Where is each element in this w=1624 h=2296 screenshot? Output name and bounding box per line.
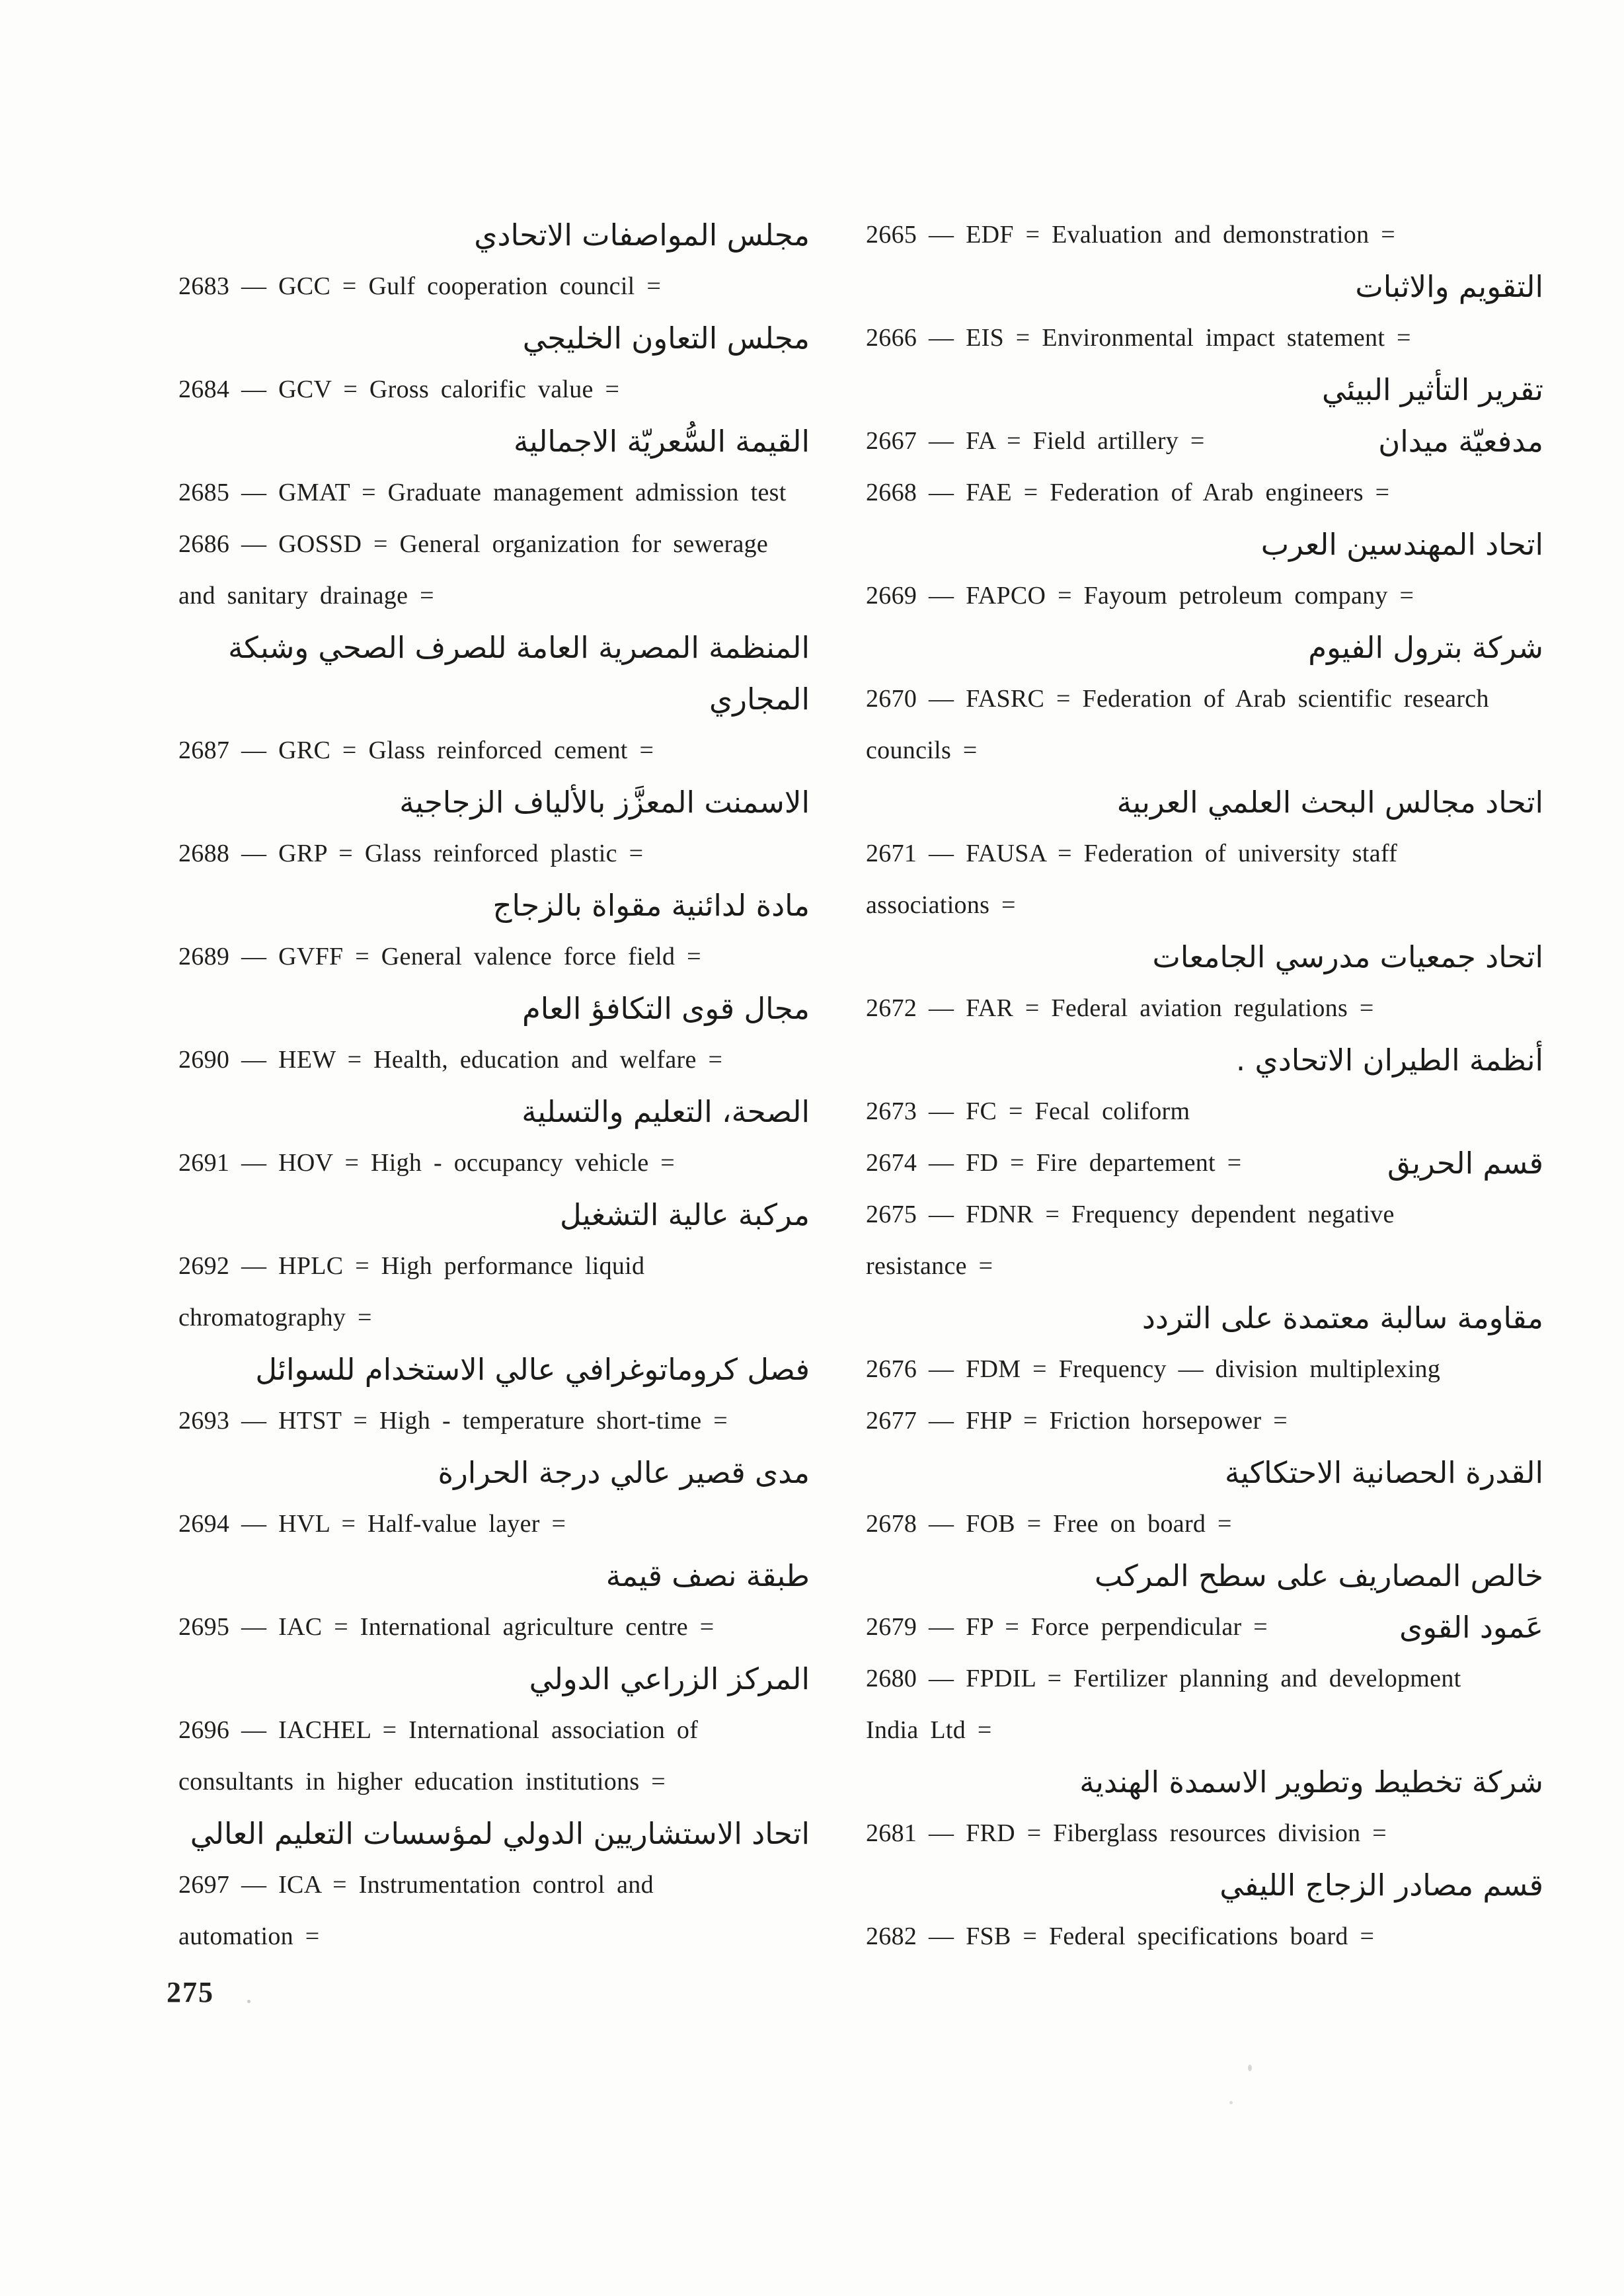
- entry-line: [866, 673, 1543, 725]
- entry-line: [178, 1292, 810, 1343]
- entry-line: [178, 1240, 810, 1292]
- entry-arabic: مجلس التعاون الخليجي: [522, 320, 810, 356]
- entry-arabic: اتحاد المهندسين العرب: [1260, 526, 1543, 562]
- entry-line: [866, 1446, 1543, 1498]
- entry-arabic: قسم مصادر الزجاج الليفي: [1219, 1867, 1543, 1903]
- entry-english: 2688 — GRP = Glass reinforced plastic =: [178, 840, 644, 867]
- entry-line: [866, 570, 1543, 621]
- entry-english: 2694 — HVL = Half-value layer =: [178, 1510, 566, 1538]
- entry-line: [866, 879, 1543, 931]
- entry-line: [178, 467, 810, 518]
- entry-line: [178, 1446, 810, 1498]
- entry-arabic: تقرير التأثير البيئي: [1322, 372, 1543, 407]
- entry-english: 2695 — IAC = International agriculture centre =: [178, 1613, 715, 1641]
- entry-line: [178, 1653, 810, 1704]
- entry-arabic: مجلس المواصفات الاتحادي: [474, 217, 810, 253]
- entry-line: [866, 1550, 1543, 1601]
- entry-english: 2676 — FDM = Frequency — division multiplexing: [866, 1355, 1441, 1383]
- entry-arabic: طبقة نصف قيمة: [605, 1558, 810, 1593]
- entry-english: 2666 — EIS = Environmental impact statement =: [866, 324, 1411, 352]
- entry-line: [866, 1911, 1543, 1962]
- entry-line: [178, 1137, 810, 1189]
- entry-english: 2685 — GMAT = Graduate management admission test: [178, 479, 787, 506]
- entry-english: 2669 — FAPCO = Fayoum petroleum company =: [866, 582, 1414, 610]
- entry-english: 2682 — FSB = Federal specifications board =: [866, 1922, 1375, 1950]
- entry-line: [178, 1601, 810, 1653]
- entry-arabic: مدى قصير عالي درجة الحرارة: [438, 1454, 810, 1490]
- entry-line: [866, 776, 1543, 828]
- entry-arabic: مادة لدائنية مقواة بالزجاج: [492, 887, 810, 923]
- entry-line: [178, 725, 810, 776]
- entry-arabic: مقاومة سالبة معتمدة على التردد: [1141, 1300, 1543, 1335]
- entry-english: 2677 — FHP = Friction horsepower =: [866, 1407, 1288, 1435]
- entry-line: [866, 1859, 1543, 1911]
- entry-english: councils =: [866, 736, 978, 764]
- entry-english: 2673 — FC = Fecal coliform: [866, 1097, 1190, 1125]
- scan-speck: [1248, 2065, 1252, 2071]
- entry-english: 2681 — FRD = Fiberglass resources division =: [866, 1819, 1387, 1847]
- entry-english: 2675 — FDNR = Frequency dependent negative: [866, 1201, 1395, 1228]
- entry-line: [866, 1240, 1543, 1292]
- entry-english: 2684 — GCV = Gross calorific value =: [178, 376, 620, 403]
- entry-english: 2689 — GVFF = General valence force field =: [178, 943, 701, 970]
- entry-english: India Ltd =: [866, 1716, 992, 1744]
- entry-line: [866, 415, 1543, 467]
- entry-arabic: مجال قوى التكافؤ العام: [522, 990, 810, 1026]
- entry-english: 2691 — HOV = High - occupancy vehicle =: [178, 1149, 676, 1177]
- page-number: 275: [167, 1976, 214, 2008]
- entry-english: 2665 — EDF = Evaluation and demonstration =: [866, 221, 1395, 249]
- entry-line: [178, 415, 810, 467]
- entry-line: [866, 260, 1543, 312]
- entry-english: 2690 — HEW = Health, education and welfare =: [178, 1046, 723, 1074]
- entry-line: [178, 209, 810, 260]
- entry-line: [866, 1292, 1543, 1343]
- entry-english: 2674 — FD = Fire departement =: [866, 1149, 1242, 1177]
- entry-english: 2697 — ICA = Instrumentation control and: [178, 1871, 654, 1899]
- entry-line: [178, 982, 810, 1034]
- entry-english: associations =: [866, 891, 1016, 919]
- entry-arabic: المجاري: [709, 681, 810, 717]
- entry-line: [178, 1550, 810, 1601]
- entry-line: [866, 725, 1543, 776]
- entry-line: [178, 673, 810, 725]
- entry-line: [178, 931, 810, 982]
- entry-english: 2672 — FAR = Federal aviation regulations =: [866, 994, 1374, 1022]
- entry-line: [866, 1653, 1543, 1704]
- entry-english: chromatography =: [178, 1304, 372, 1331]
- entry-line: [866, 209, 1543, 260]
- entry-line: [178, 879, 810, 931]
- scan-speck: [1229, 2101, 1233, 2104]
- column-left: [178, 209, 810, 1962]
- entry-arabic: عَمود القوى: [1399, 1609, 1543, 1645]
- entry-arabic: المركز الزراعي الدولي: [529, 1661, 810, 1696]
- entry-arabic: الاسمنت المعزَّز بالألياف الزجاجية: [399, 784, 810, 820]
- entry-line: [866, 1034, 1543, 1086]
- entry-line: [866, 1756, 1543, 1807]
- entry-arabic: القدرة الحصانية الاحتكاكية: [1225, 1454, 1543, 1490]
- entry-arabic: الصحة، التعليم والتسلية: [522, 1093, 810, 1129]
- entry-arabic: أنظمة الطيران الاتحادي .: [1235, 1042, 1543, 1078]
- entry-line: [178, 1498, 810, 1550]
- entry-english: 2670 — FASRC = Federation of Arab scientific research: [866, 685, 1489, 713]
- entry-line: [178, 364, 810, 415]
- entry-arabic: خالص المصاريف على سطح المركب: [1095, 1558, 1543, 1593]
- entry-line: [178, 1189, 810, 1240]
- entry-english: automation =: [178, 1922, 320, 1950]
- entry-line: [178, 776, 810, 828]
- entry-line: [178, 1395, 810, 1446]
- entry-arabic: التقويم والاثبات: [1355, 268, 1543, 304]
- entry-english: consultants in higher education institutions =: [178, 1768, 666, 1796]
- entry-english: 2671 — FAUSA = Federation of university staff: [866, 840, 1398, 867]
- entry-line: [866, 982, 1543, 1034]
- entry-arabic: القيمة السُّعريّة الاجمالية: [514, 423, 810, 459]
- entry-arabic: شركة تخطيط وتطوير الاسمدة الهندية: [1079, 1764, 1543, 1800]
- entry-english: 2668 — FAE = Federation of Arab engineers =: [866, 479, 1390, 506]
- column-right: [866, 209, 1543, 1962]
- entry-line: [866, 312, 1543, 364]
- entry-english: 2679 — FP = Force perpendicular =: [866, 1613, 1268, 1641]
- entry-line: [866, 467, 1543, 518]
- entry-line: [866, 1343, 1543, 1395]
- entry-line: [866, 1189, 1543, 1240]
- entry-line: [178, 1343, 810, 1395]
- entry-line: [866, 931, 1543, 982]
- entry-english: 2696 — IACHEL = International association of: [178, 1716, 699, 1744]
- entry-line: [178, 312, 810, 364]
- entry-line: [866, 828, 1543, 879]
- entry-arabic: شركة بترول الفيوم: [1308, 629, 1543, 665]
- entry-line: [178, 1859, 810, 1911]
- entry-line: [178, 570, 810, 621]
- entry-line: [178, 621, 810, 673]
- entry-line: [178, 518, 810, 570]
- entry-line: [178, 1756, 810, 1807]
- entry-line: [866, 1498, 1543, 1550]
- entry-english: 2686 — GOSSD = General organization for sewerage: [178, 530, 769, 558]
- entry-arabic: قسم الحريق: [1387, 1145, 1543, 1181]
- entry-line: [178, 1034, 810, 1086]
- entry-arabic: فصل كروماتوغرافي عالي الاستخدام للسوائل: [255, 1351, 810, 1387]
- entry-english: 2683 — GCC = Gulf cooperation council =: [178, 272, 662, 300]
- entry-arabic: اتحاد جمعيات مدرسي الجامعات: [1152, 939, 1543, 974]
- entry-arabic: مركبة عالية التشغيل: [560, 1197, 810, 1232]
- entry-arabic: المنظمة المصرية العامة للصرف الصحي وشبكة: [228, 629, 810, 665]
- entry-line: [178, 1807, 810, 1859]
- entry-line: [178, 828, 810, 879]
- entry-line: [866, 518, 1543, 570]
- entry-english: and sanitary drainage =: [178, 582, 434, 610]
- entry-english: 2667 — FA = Field artillery =: [866, 427, 1205, 455]
- entry-english: 2678 — FOB = Free on board =: [866, 1510, 1232, 1538]
- entry-line: [866, 1601, 1543, 1653]
- entry-english: 2692 — HPLC = High performance liquid: [178, 1252, 645, 1280]
- entry-english: resistance =: [866, 1252, 993, 1280]
- entry-arabic: اتحاد مجالس البحث العلمي العربية: [1116, 784, 1543, 820]
- entry-english: 2680 — FPDIL = Fertilizer planning and development: [866, 1665, 1461, 1692]
- entry-line: [178, 1911, 810, 1962]
- entry-english: 2687 — GRC = Glass reinforced cement =: [178, 736, 654, 764]
- entry-arabic: اتحاد الاستشاريين الدولي لمؤسسات التعليم العالي: [190, 1815, 810, 1851]
- entry-line: [866, 1137, 1543, 1189]
- entry-line: [866, 364, 1543, 415]
- entry-line: [866, 621, 1543, 673]
- entry-line: [178, 260, 810, 312]
- entry-line: [178, 1704, 810, 1756]
- entry-line: [866, 1704, 1543, 1756]
- entry-line: [178, 1086, 810, 1137]
- entry-line: [866, 1086, 1543, 1137]
- entry-line: [866, 1807, 1543, 1859]
- entry-english: 2693 — HTST = High - temperature short-time =: [178, 1407, 728, 1435]
- scan-speck: [247, 2000, 251, 2003]
- entry-line: [866, 1395, 1543, 1446]
- entry-arabic: مدفعيّة ميدان: [1378, 423, 1543, 459]
